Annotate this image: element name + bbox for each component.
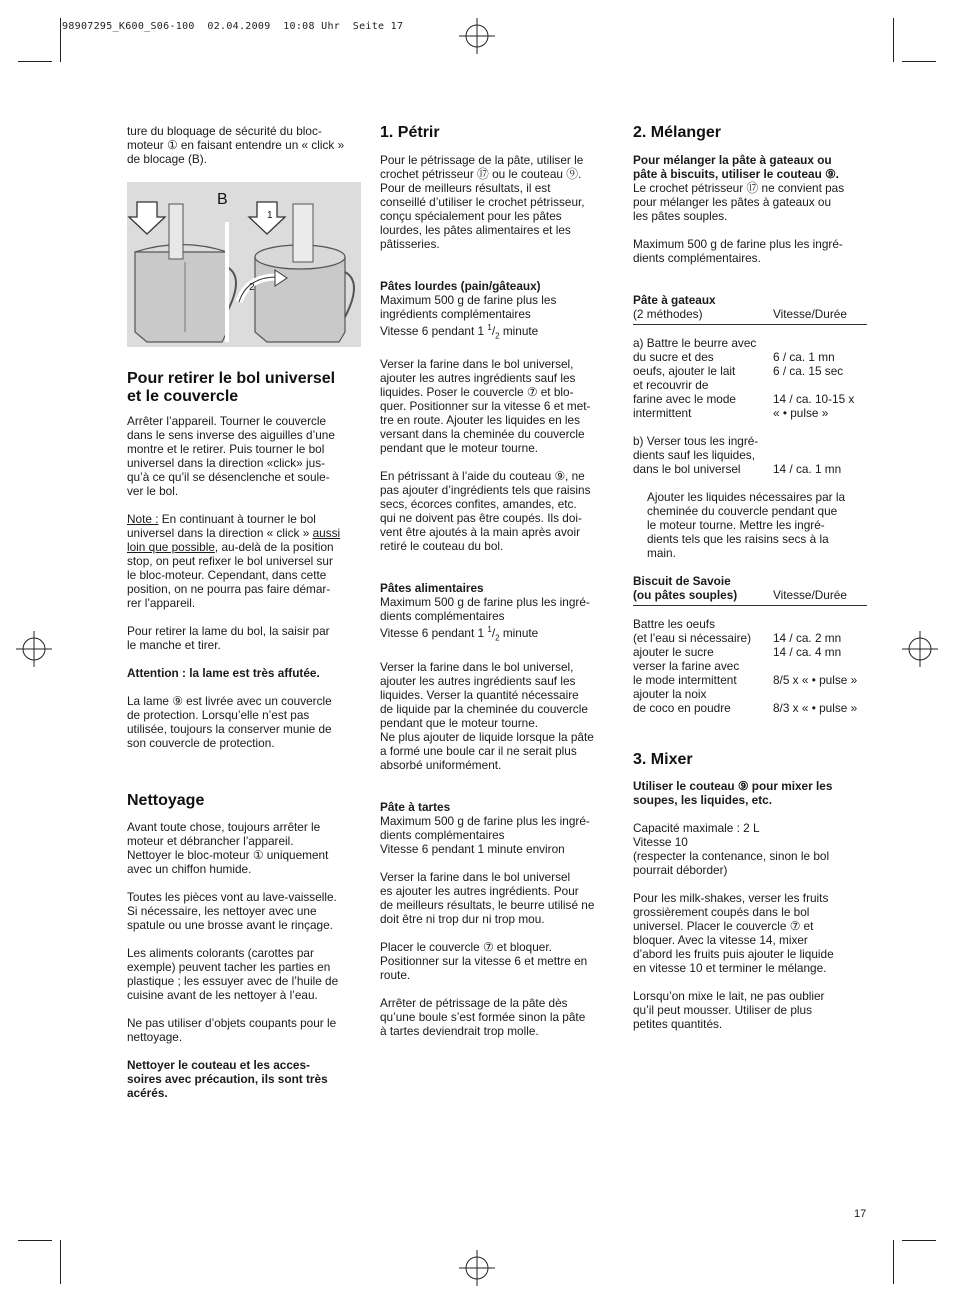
- crop-mark: [902, 1240, 936, 1241]
- subsection-title: Pâtes lourdes (pain/gâteaux): [380, 279, 541, 293]
- section-title-nettoyage: Nettoyage: [127, 792, 205, 809]
- crop-mark: [60, 1240, 61, 1284]
- paragraph: En pétrissant à l’aide du couteau ⑨, ne pas ajouter d’ingrédients tels que raisins secs, écorces confites, amandes, etc. qui ne doivent pas être coupés. Ils doi- vent être ajoutés à la main après avoir retiré le couteau du bol.: [380, 469, 591, 554]
- crop-mark: [893, 18, 894, 62]
- crop-mark: [902, 61, 936, 62]
- warning-text: Nettoyer le couteau et les acces- soires avec précaution, ils sont très acérés.: [127, 1058, 328, 1100]
- crop-mark: [18, 1240, 52, 1241]
- column-left: [127, 124, 361, 1100]
- registration-mark-icon: [902, 631, 938, 667]
- paragraph: Les aliments colorants (carottes par exemple) peuvent tacher les parties en plastique ; les essuyer avec de l’huile de cuisine avant de les nettoyer à l’eau.: [127, 946, 339, 1002]
- table-row: a) Battre le beurre avec du sucre et des oeufs, ajouter le lait et recouvrir de farine avec le mode intermittent 6 / ca. 1 mn 6 / ca. 15 sec 14 / ca. 10-15 x « • pulse »: [633, 336, 855, 420]
- section-title-melanger: 2. Mélanger: [633, 124, 722, 141]
- speed-line: Vitesse 6 pendant 1 $^1/_2$ minute: [380, 625, 539, 643]
- paragraph: Arrêter de pétrissage de la pâte dès qu’une boule s’est formée sinon la pâte à tartes deviendrait trop molle.: [380, 995, 586, 1038]
- svg-text:B: B: [217, 191, 228, 208]
- bowl-drawing-icon: [127, 182, 361, 347]
- speed-line: Vitesse 6 pendant 1 $^1/_2$ minute: [380, 323, 539, 341]
- intro-bold: Utiliser le couteau ⑨ pour mixer les soupes, les liquides, etc.: [633, 779, 833, 807]
- crop-mark: [18, 61, 52, 62]
- bowl-assembly-illustration: [127, 182, 361, 347]
- paragraph: Pour retirer la lame du bol, la saisir par le manche et tirer.: [127, 624, 330, 652]
- registration-mark-icon: [459, 1250, 495, 1286]
- section-title-petrir: 1. Pétrir: [380, 124, 440, 141]
- table-header-row: (2 méthodes) Vitesse/Durée: [633, 307, 847, 321]
- paragraph: Maximum 500 g de farine plus les ingré- dients complémentaires.: [633, 237, 843, 265]
- subsection-title: Pâte à tartes: [380, 799, 451, 814]
- paragraph: Placer le couvercle ⑦ et bloquer. Positionner sur la vitesse 6 et mettre en route.: [380, 939, 588, 982]
- paragraph: Avant toute chose, toujours arrêter le moteur et débrancher l’appareil. Nettoyer le bloc-moteur ① uniquement avec un chiffon humide.: [127, 820, 329, 876]
- paragraph: Ne pas utiliser d’objets coupants pour le nettoyage.: [127, 1016, 337, 1044]
- paragraph: Le crochet pétrisseur ⑰ ne convient pas pour mélanger les pâtes à gateaux ou les pâtes souples.: [633, 181, 845, 223]
- paragraph: Arrêter l’appareil. Tourner le couvercle dans le sens inverse des aiguilles d’une montre et le retirer. Puis tourner le bol universel dans la direction «click» jus- qu’à ce qu’il se désenclenche et soule- ver le bol.: [127, 414, 335, 498]
- intro-text: ture du bloquage de sécurité du bloc- moteur ① en faisant entendre un « click » de blocage (B).: [127, 124, 345, 166]
- section-title-mixer: 3. Mixer: [633, 751, 693, 768]
- registration-mark-icon: [16, 631, 52, 667]
- page-number: 17: [854, 1208, 867, 1220]
- subsection-title: Pâtes alimentaires: [380, 581, 484, 596]
- intro-bold: Pour mélanger la pâte à gateaux ou pâte à biscuits, utiliser le couteau ⑨.: [633, 153, 839, 181]
- attention-text: Attention : la lame est très affutée.: [127, 666, 320, 680]
- svg-text:2: 2: [249, 282, 255, 293]
- paragraph: Pour le pétrissage de la pâte, utiliser le crochet pétrisseur ⑰ ou le couteau ⑨. Pour de meilleurs résultats, il est conseillé d’utiliser le crochet pétrisseur, conçu spécialement pour les pâtes lourdes, les pâtes alimentaires et les pâtisseries.: [380, 153, 585, 251]
- column-middle: [380, 124, 612, 1038]
- column-right: [633, 124, 867, 1031]
- table-row: b) Verser tous les ingré- dients sauf les liquides, dans le bol universel 14 / ca. 1 mn: [633, 434, 842, 476]
- registration-mark-icon: [459, 18, 495, 54]
- table-header-row: Biscuit de Savoie (ou pâtes souples) Vitesse/Durée: [633, 574, 847, 602]
- section-title-retirer: Pour retirer le bol universel et le couvercle: [127, 370, 336, 405]
- paragraph: Lorsqu’on mixe le lait, ne pas oublier qu’il peut mousser. Utiliser de plus petites quantités.: [633, 989, 825, 1031]
- svg-text:1: 1: [267, 210, 273, 221]
- paragraph: La lame ⑨ est livrée avec un couvercle de protection. Lorsqu’elle n’est pas utilisée, toujours la conserver munie de son couvercle de protection.: [127, 694, 332, 750]
- paragraph: Verser la farine dans le bol universel, ajouter les autres ingrédients sauf les liquides. Poser le couvercle ⑦ et blo- quer. Positionner sur la vitesse 6 et met- tre en route. Ajouter les liquides en les versant dans la cheminée du couvercle pendant que le moteur tourne.: [380, 357, 591, 456]
- table-title: Pâte à gateaux: [633, 293, 716, 307]
- paragraph: Verser la farine dans le bol universel es ajouter les autres ingrédients. Pour de meilleurs résultats, le beurre utilisé ne doit être ni trop dur ni trop mou.: [380, 869, 595, 926]
- paragraph: Capacité maximale : 2 L Vitesse 10 (respecter la contenance, sinon le bol pourrait déborder): [633, 821, 830, 877]
- paragraph: Pour les milk-shakes, verser les fruits grossièrement coupés dans le bol universel. Placer le couvercle ⑦ et bloquer. Avec la vitesse 14, mixer d’abord les fruits puis ajouter le liquide en vitesse 10 et terminer le mélange.: [633, 891, 834, 975]
- print-header: 98907295_K600_S06-100 02.04.2009 10:08 Uhr Seite 17: [62, 21, 404, 32]
- paragraph: Verser la farine dans le bol universel, ajouter les autres ingrédients sauf les liquides. Verser la quantité nécessaire de liquide par la cheminée du couvercle pendant que le moteur tourne. Ne plus ajouter de liquide lorsque la pâte a formé une boule car il ne serait plus absorbé uniformément.: [380, 659, 594, 772]
- table-row: Battre les oeufs (et l’eau si nécessaire) ajouter le sucre verser la farine avec le mode intermittent ajouter la noix de coco en poudre 14 / ca. 2 mn 14 / ca. 4 mn 8/5 x « • pulse » 8/3 x « • pulse »: [633, 617, 858, 715]
- crop-mark: [893, 1240, 894, 1284]
- paragraph: Maximum 500 g de farine plus les ingré- dients complémentaires: [380, 595, 590, 624]
- table-note: Ajouter les liquides nécessaires par la cheminée du couvercle pendant que le moteur tourne. Mettre les ingré- dients tels que les raisins secs à la main.: [647, 490, 846, 560]
- paragraph: Maximum 500 g de farine plus les ingrédients complémentaires: [380, 293, 557, 321]
- crop-mark: [60, 18, 61, 62]
- paragraph: Maximum 500 g de farine plus les ingré- dients complémentaires Vitesse 6 pendant 1 minute environ: [380, 813, 590, 856]
- paragraph: Toutes les pièces vont au lave-vaisselle. Si nécessaire, les nettoyer avec une spatule ou une brosse avant le rinçage.: [127, 890, 337, 932]
- note-paragraph: Note : En continuant à tourner le bol universel dans la direction « click » aussi loin que possible, au-delà de la position stop, on peut refixer le bol universel sur le bloc-moteur. Cependant, dans cette position, on ne pourra pas faire démar- rer l’appareil.: [127, 512, 341, 610]
